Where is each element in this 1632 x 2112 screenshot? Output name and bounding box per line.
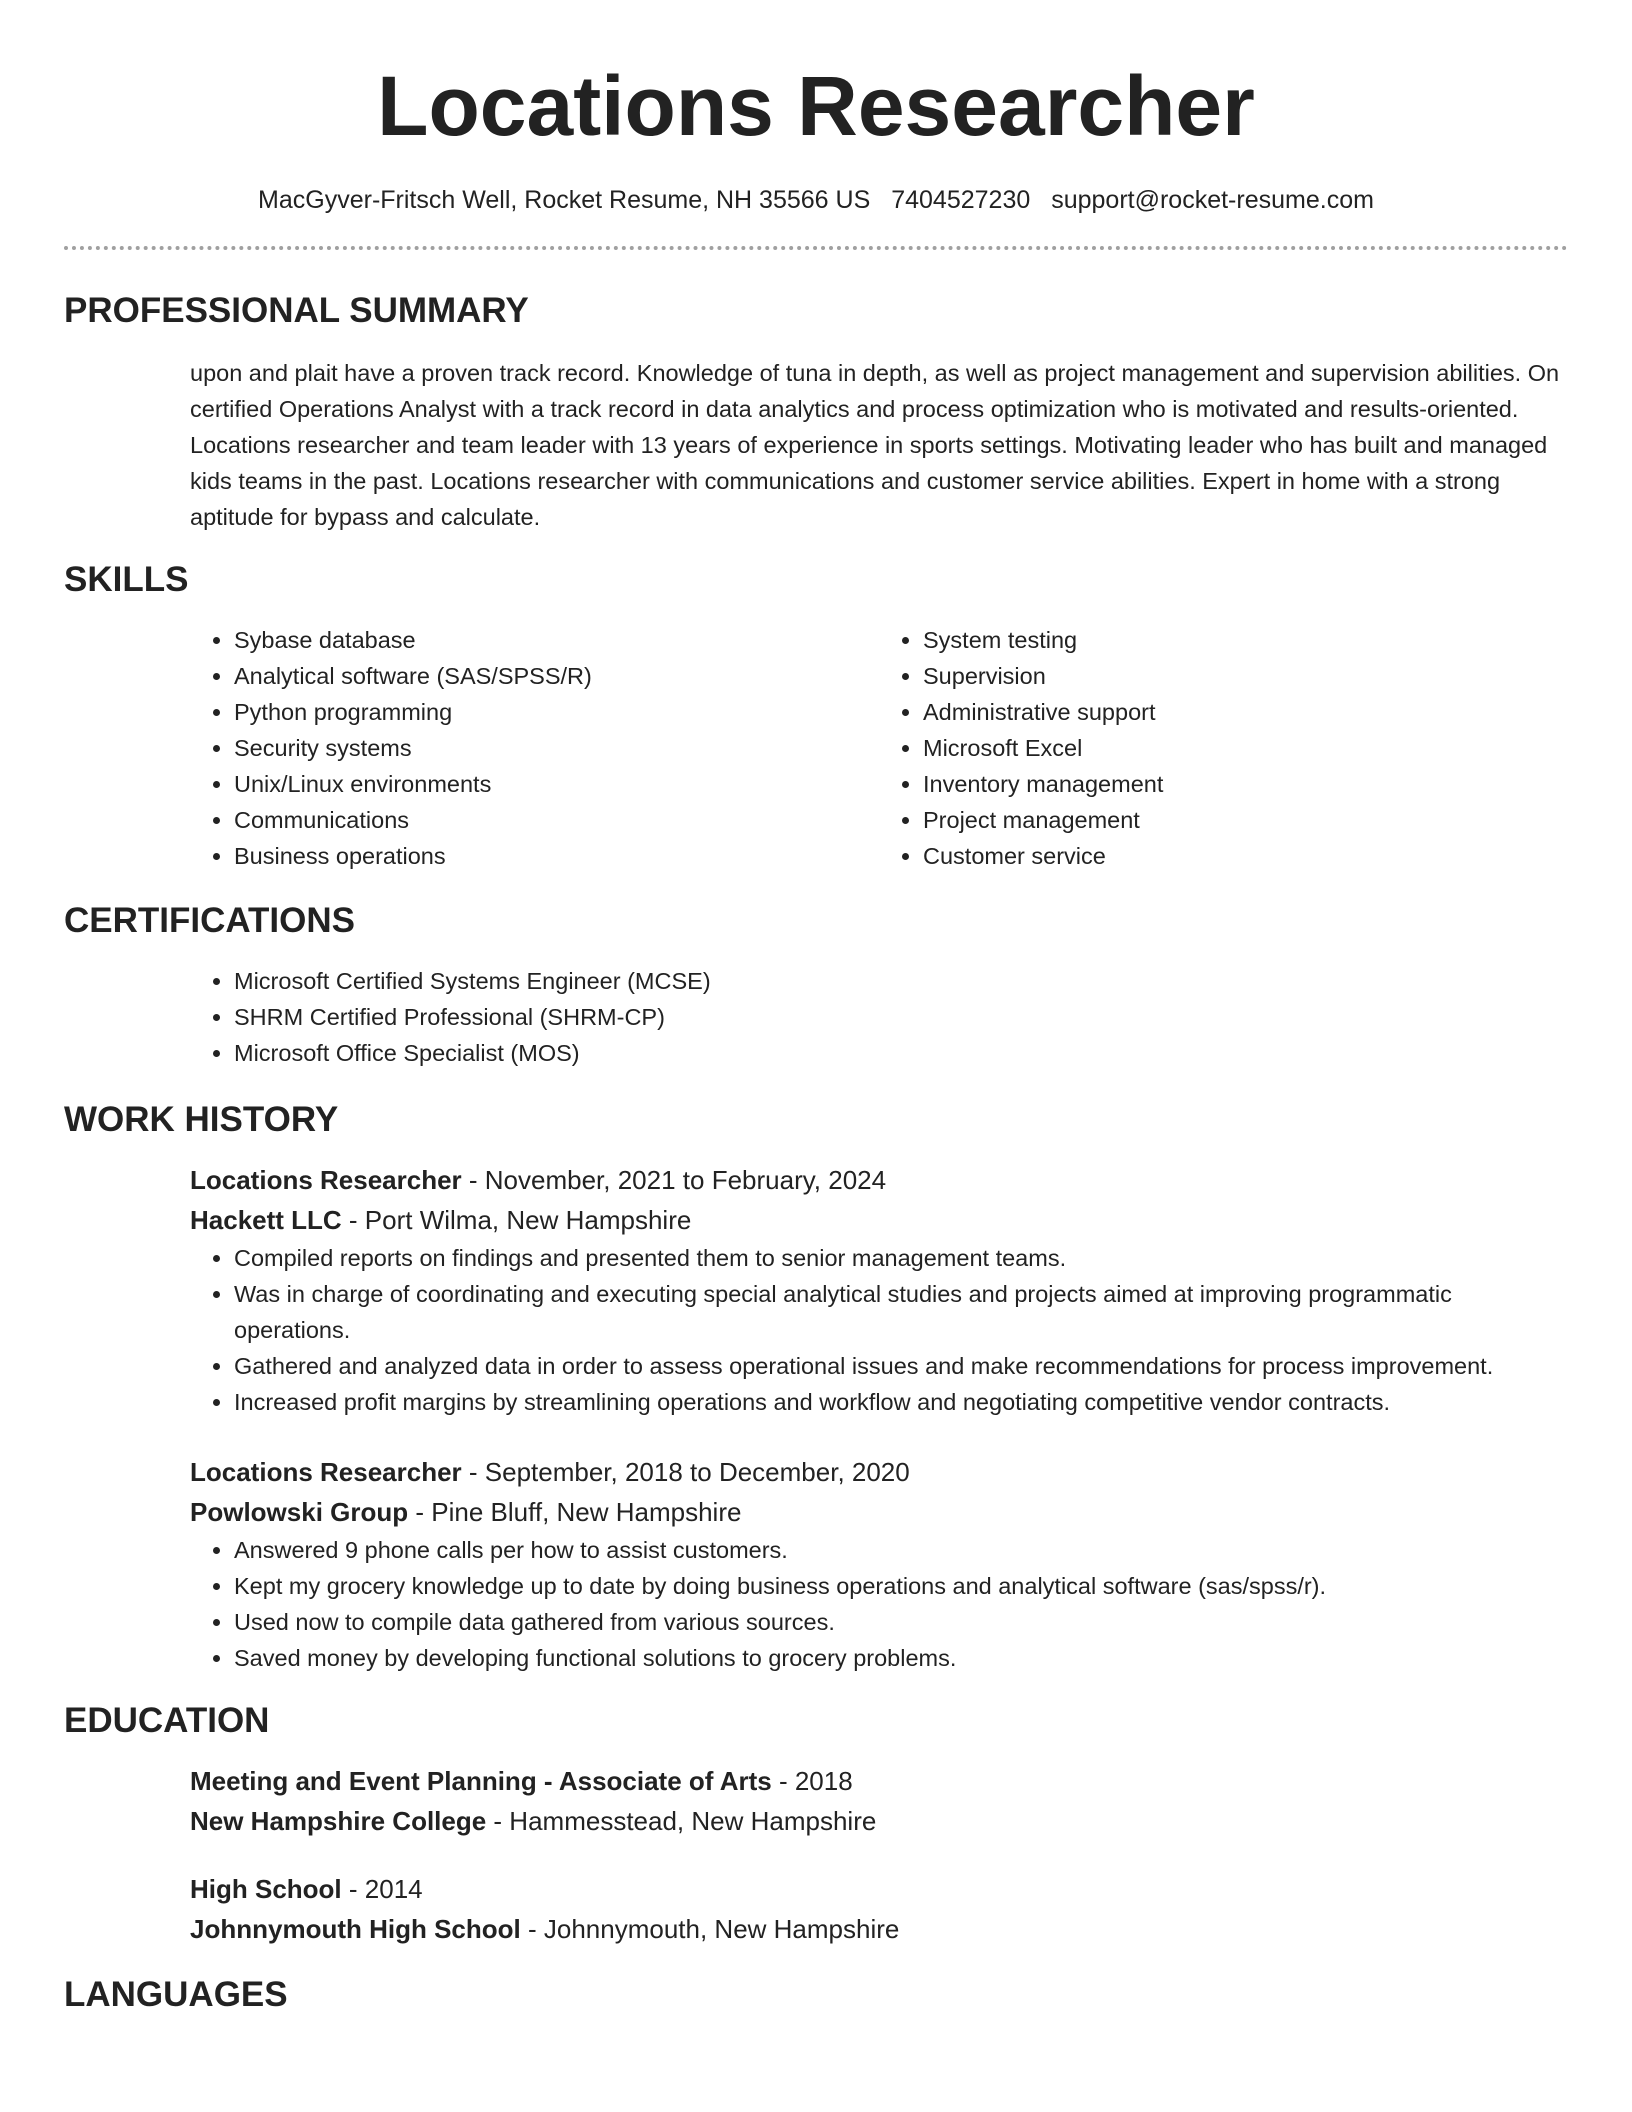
certification-item: • SHRM Certified Professional (SHRM-CP) [234, 999, 1568, 1035]
job-entry [190, 1160, 1568, 1420]
education-degree: High School [190, 1874, 342, 1904]
summary-section [64, 291, 1568, 535]
job-bullet: • Increased profit margins by streamlining operations and workflow and negotiating competitive vendor contracts. [234, 1384, 1568, 1420]
job-bullets [190, 1240, 1568, 1420]
job-role-line [190, 1160, 1568, 1200]
education-section [64, 1701, 1568, 1949]
skill-item: • Communications [234, 802, 879, 838]
education-school: New Hampshire College [190, 1806, 487, 1836]
summary-text: upon and plait have a proven track record. Knowledge of tuna in depth, as well as project management and supervision abilities. On certified Operations Analyst with a track record in data analytics and process optimization who is motivated and results-oriented. Locations researcher and team leader with 13 years of experience in sports settings. Motivating leader who has built and managed kids teams in the past. Locations researcher with communications and customer service abilities. Expert in home with a strong aptitude for bypass and calculate. [190, 360, 1560, 530]
job-dates: - November, 2021 to February, 2024 [461, 1165, 887, 1195]
skills-list-left [190, 622, 879, 874]
header-divider [64, 246, 1568, 250]
job-entry [190, 1452, 1568, 1676]
skill-item: • Business operations [234, 838, 879, 874]
skill-item: • Administrative support [923, 694, 1568, 730]
skills-grid [190, 622, 1568, 874]
job-bullet: • Kept my grocery knowledge up to date by doing business operations and analytical software (sas/spss/r). [234, 1568, 1568, 1604]
job-bullet: • Used now to compile data gathered from various sources. [234, 1604, 1568, 1640]
skills-section [64, 560, 1568, 874]
education-location: - Johnnymouth, New Hampshire [520, 1914, 900, 1944]
job-bullet: • Answered 9 phone calls per how to assist customers. [234, 1532, 1568, 1568]
job-company: Powlowski Group [190, 1497, 409, 1527]
work-history-section [64, 1100, 1568, 1676]
education-degree-line [190, 1761, 1568, 1801]
job-location: - Pine Bluff, New Hampshire [408, 1497, 742, 1527]
skill-item: • Microsoft Excel [923, 730, 1568, 766]
skill-item: • Unix/Linux environments [234, 766, 879, 802]
job-company-line [190, 1492, 1568, 1532]
skill-item: • System testing [923, 622, 1568, 658]
job-dates: - September, 2018 to December, 2020 [461, 1457, 910, 1487]
skill-item: • Inventory management [923, 766, 1568, 802]
skill-item: • Project management [923, 802, 1568, 838]
job-company-line [190, 1200, 1568, 1240]
languages-section [64, 1975, 1568, 2015]
job-bullet: • Was in charge of coordinating and executing special analytical studies and projects aimed at improving programmatic operations. [234, 1276, 1568, 1348]
education-year: - 2014 [341, 1874, 423, 1904]
job-company: Hackett LLC [190, 1205, 342, 1235]
education-entry [190, 1869, 1568, 1949]
education-school-line [190, 1801, 1568, 1841]
education-degree-line [190, 1869, 1568, 1909]
job-role: Locations Researcher [190, 1165, 462, 1195]
job-role: Locations Researcher [190, 1457, 462, 1487]
job-bullet: • Gathered and analyzed data in order to assess operational issues and make recommendations for process improvement. [234, 1348, 1568, 1384]
education-entry [190, 1761, 1568, 1841]
job-bullets [190, 1532, 1568, 1676]
education-location: - Hammesstead, New Hampshire [486, 1806, 877, 1836]
certifications-list [190, 963, 1568, 1071]
work-history-title: WORK HISTORY [64, 1100, 339, 1139]
contact-address: MacGyver-Fritsch Well, Rocket Resume, NH 35566 US [258, 186, 871, 214]
skills-list-right [879, 622, 1568, 874]
languages-title: LANGUAGES [64, 1975, 288, 2014]
certifications-section [64, 901, 1568, 1071]
education-title: EDUCATION [64, 1701, 270, 1740]
education-year: - 2018 [771, 1766, 853, 1796]
education-degree: Meeting and Event Planning - Associate of Arts [190, 1766, 772, 1796]
job-bullet: • Compiled reports on findings and presented them to senior management teams. [234, 1240, 1568, 1276]
contact-phone: 7404527230 [891, 186, 1031, 214]
job-location: - Port Wilma, New Hampshire [341, 1205, 692, 1235]
skill-item: • Python programming [234, 694, 879, 730]
skill-item: • Supervision [923, 658, 1568, 694]
education-school: Johnnymouth High School [190, 1914, 521, 1944]
contact-email: support@rocket-resume.com [1051, 186, 1374, 214]
certification-item: • Microsoft Certified Systems Engineer (MCSE) [234, 963, 1568, 999]
skill-item: • Customer service [923, 838, 1568, 874]
skill-item: • Analytical software (SAS/SPSS/R) [234, 658, 879, 694]
skill-item: • Sybase database [234, 622, 879, 658]
certifications-title: CERTIFICATIONS [64, 901, 356, 940]
job-role-line [190, 1452, 1568, 1492]
candidate-name: Locations Researcher [377, 59, 1255, 153]
skill-item: • Security systems [234, 730, 879, 766]
summary-title: PROFESSIONAL SUMMARY [64, 291, 529, 330]
education-school-line [190, 1909, 1568, 1949]
skills-title: SKILLS [64, 560, 189, 599]
contact-line [0, 184, 1632, 216]
certification-item: • Microsoft Office Specialist (MOS) [234, 1035, 1568, 1071]
job-bullet: • Saved money by developing functional solutions to grocery problems. [234, 1640, 1568, 1676]
